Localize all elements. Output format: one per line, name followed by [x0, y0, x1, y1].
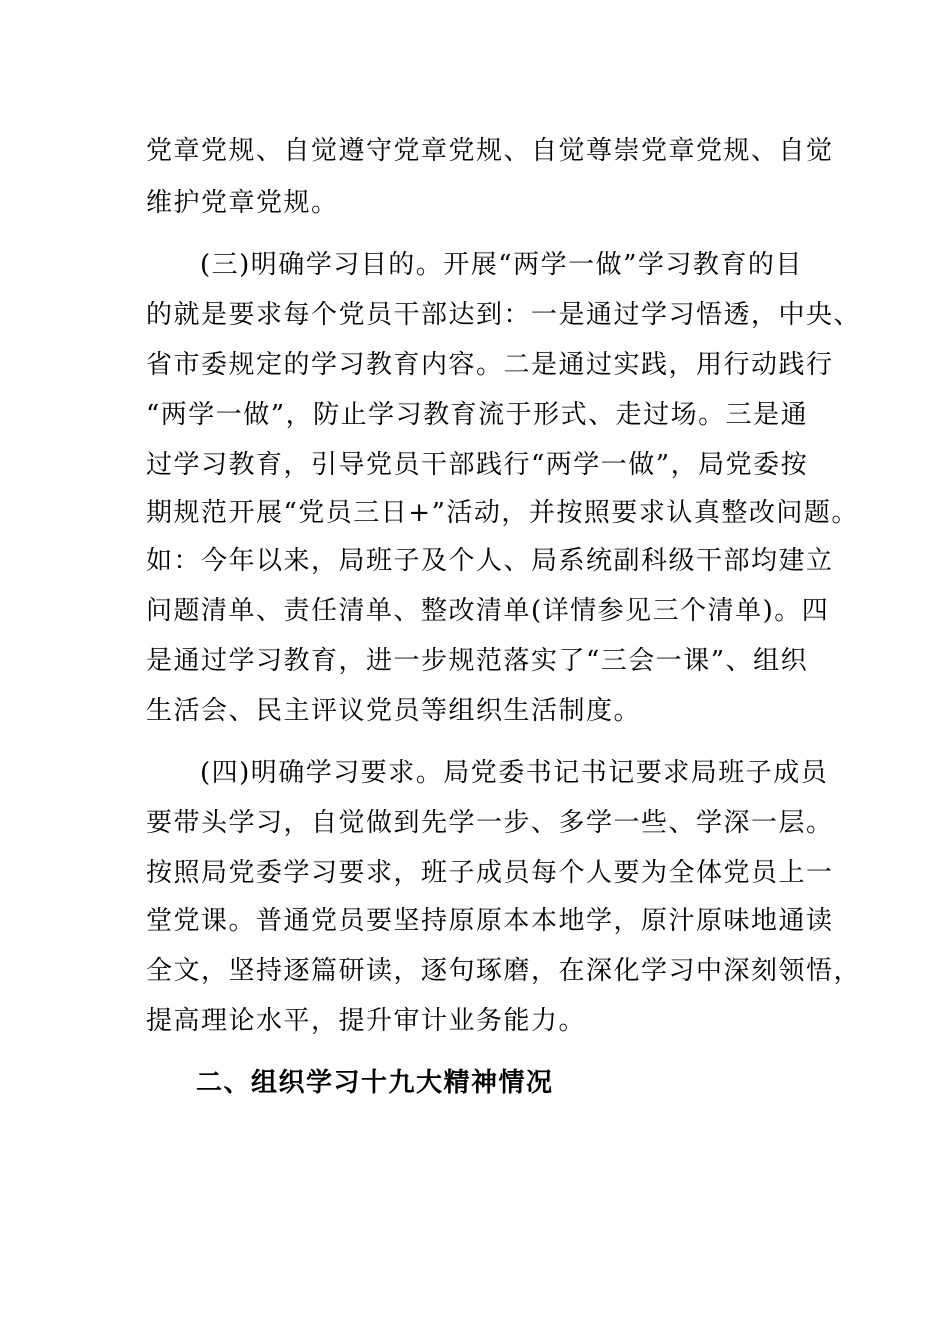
paragraph-3-line-2: 要带头学习，自觉做到先学一步、多学一些、学深一层。 [146, 808, 834, 838]
section-heading: 二、组织学习十九大精神情况 [196, 1068, 554, 1098]
paragraph-2-line-2: 的就是要求每个党员干部达到：一是通过学习悟透，中央、 [146, 300, 862, 330]
paragraph-1-line-1: 党章党规、自觉遵守党章党规、自觉尊崇党章党规、自觉 [146, 136, 834, 166]
paragraph-3-line-5: 全文，坚持逐篇研读，逐句琢磨，在深化学习中深刻领悟， [146, 956, 862, 986]
paragraph-2-line-8: 问题清单、责任清单、整改清单(详情参见三个清单)。四 [146, 596, 830, 626]
paragraph-2-line-1: (三)明确学习目的。开展“两学一做”学习教育的目 [200, 250, 803, 280]
paragraph-2-line-9: 是通过学习教育，进一步规范落实了“三会一课”、组织 [146, 646, 809, 676]
paragraph-2-line-7: 如：今年以来，局班子及个人、局系统副科级干部均建立 [146, 546, 834, 576]
paragraph-2-line-10: 生活会、民主评议党员等组织生活制度。 [146, 696, 642, 726]
paragraph-2-line-5: 过学习教育，引导党员干部践行“两学一做”，局党委按 [146, 450, 809, 480]
paragraph-2-line-4: “两学一做”，防止学习教育流于形式、走过场。三是通 [146, 400, 809, 430]
paragraph-2-line-3: 省市委规定的学习教育内容。二是通过实践，用行动践行 [146, 350, 834, 380]
paragraph-3-line-3: 按照局党委学习要求，班子成员每个人要为全体党员上一 [146, 858, 834, 888]
paragraph-3-line-4: 堂党课。普通党员要坚持原原本本地学，原汁原味地通读 [146, 906, 834, 936]
paragraph-3-line-1: (四)明确学习要求。局党委书记书记要求局班子成员 [200, 758, 829, 788]
paragraph-3-line-6: 提高理论水平，提升审计业务能力。 [146, 1006, 587, 1036]
paragraph-1-line-2: 维护党章党规。 [146, 188, 339, 218]
paragraph-2-line-6: 期规范开展“党员三日+”活动，并按照要求认真整改问题。 [146, 498, 859, 528]
